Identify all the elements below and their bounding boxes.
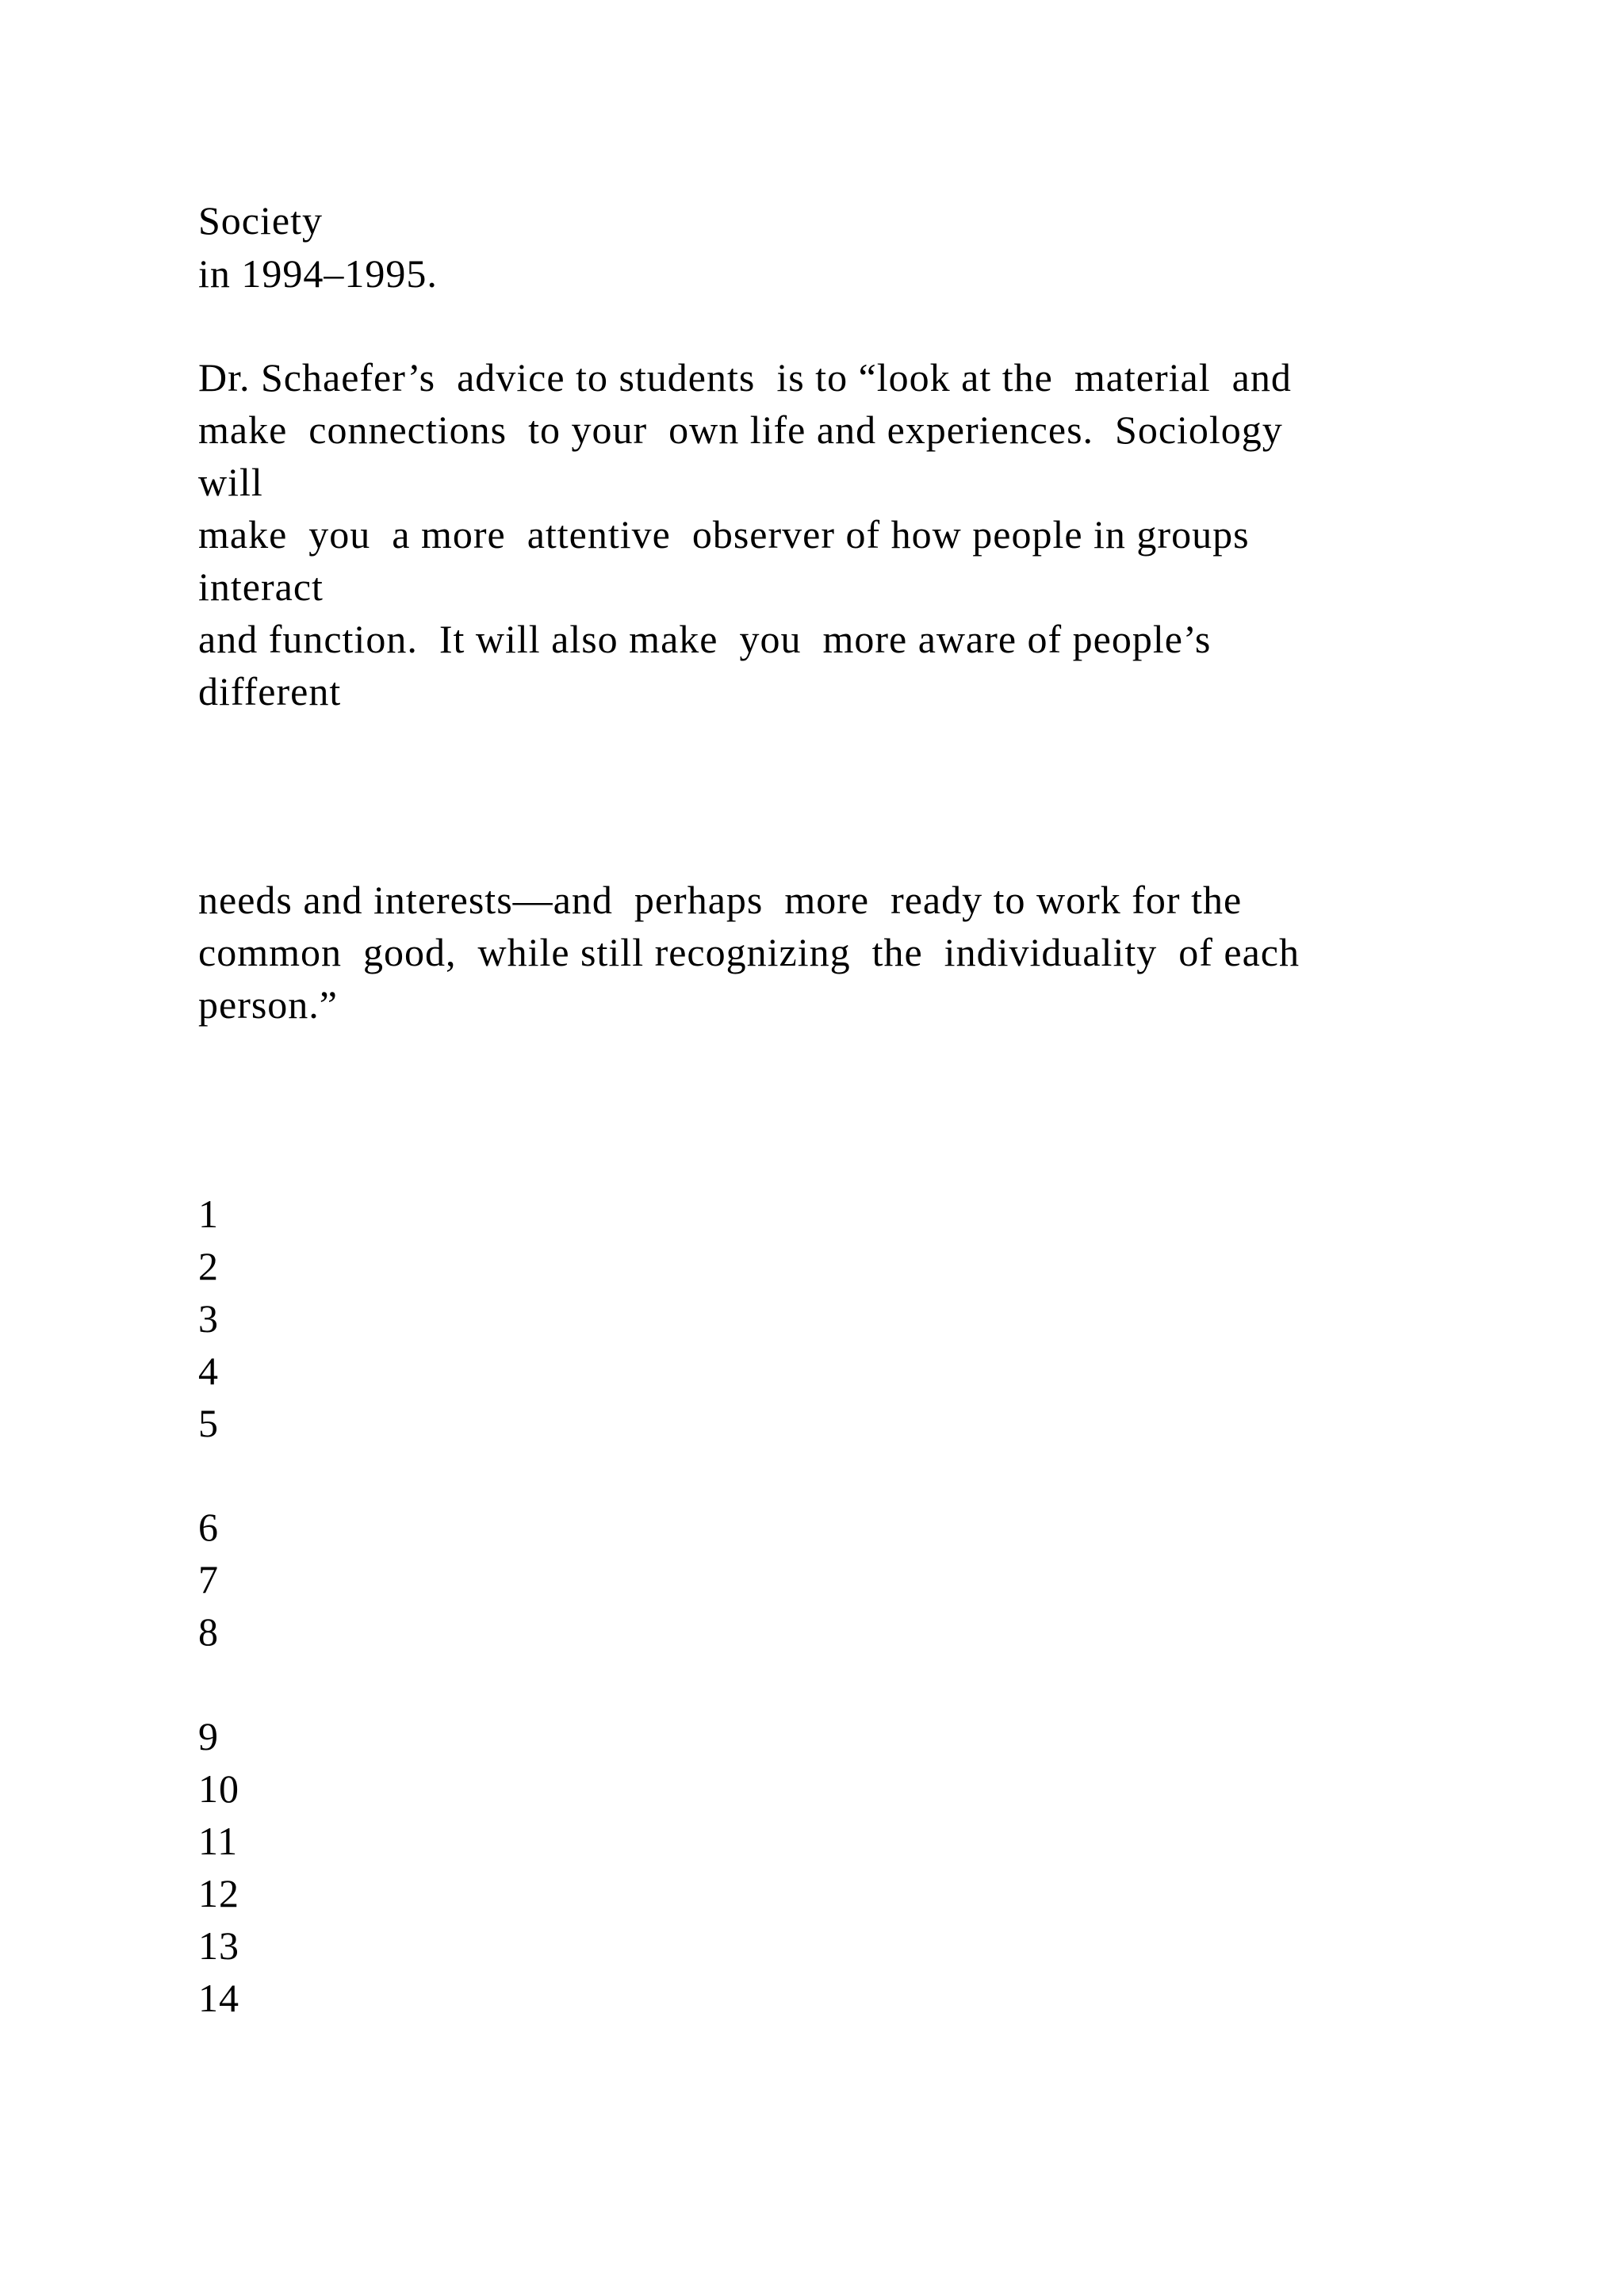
line-number: 3 <box>198 1296 219 1341</box>
text-line: needs and interests—and perhaps more ready to work for the <box>198 878 1243 922</box>
text-line: different <box>198 669 342 714</box>
text-line: will <box>198 460 263 504</box>
line-number: 8 <box>198 1609 219 1654</box>
text-line: make connections to your own life and experiences. Sociology <box>198 408 1283 452</box>
line-number: 6 <box>198 1505 219 1549</box>
line-number: 2 <box>198 1244 219 1288</box>
line-number: 13 <box>198 1923 239 1968</box>
line-number: 5 <box>198 1401 219 1445</box>
line-number: 1 <box>198 1192 219 1236</box>
line-number: 10 <box>198 1766 239 1811</box>
line-number: 14 <box>198 1976 239 2020</box>
text-line: common good, while still recognizing the individuality of each <box>198 930 1300 974</box>
text-line: Dr. Schaefer’s advice to students is to “look at the material and <box>198 355 1292 400</box>
text-line: make you a more attentive observer of how people in groups <box>198 512 1250 557</box>
line-number: 11 <box>198 1819 239 1863</box>
text-line: interact <box>198 564 324 609</box>
line-number: 7 <box>198 1557 219 1601</box>
text-line: and function. It will also make you more aware of people’s <box>198 617 1212 661</box>
line-number: 4 <box>198 1349 219 1393</box>
text-line: Society <box>198 198 323 243</box>
line-number: 12 <box>198 1871 239 1915</box>
line-number: 9 <box>198 1714 219 1758</box>
text-line: in 1994–1995. <box>198 251 438 296</box>
text-line: person.” <box>198 982 338 1027</box>
